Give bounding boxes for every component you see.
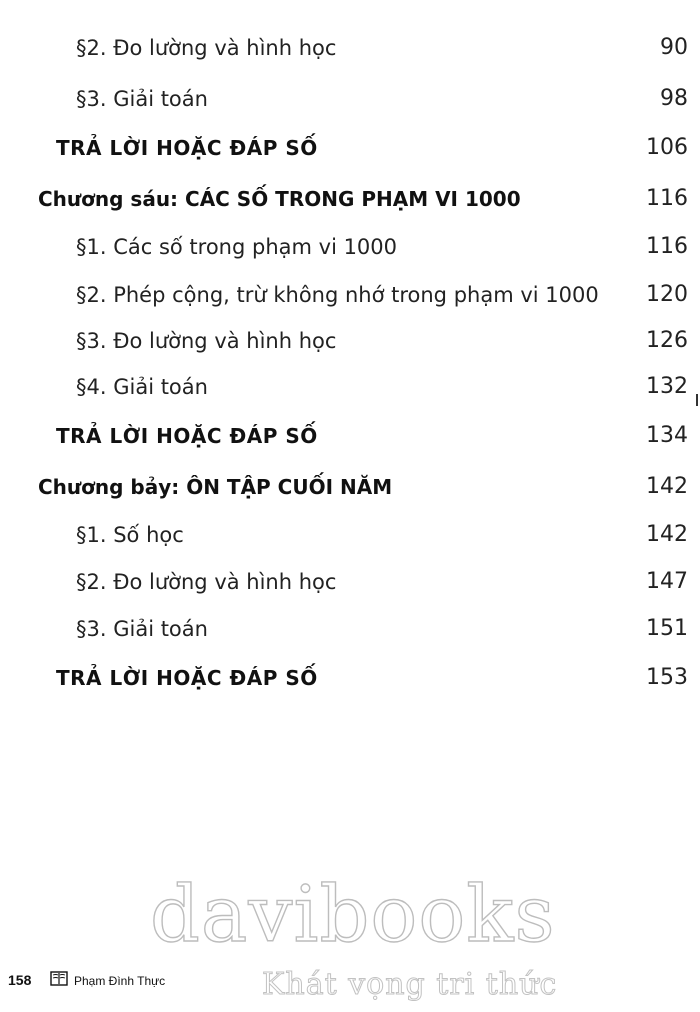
watermark-slogan: Khát vọng tri thức [262, 967, 558, 1002]
toc-entry-title: §3. Giải toán [76, 87, 208, 111]
toc-row [0, 564, 700, 600]
toc-row [0, 469, 700, 505]
toc-entry-title: TRẢ LỜI HOẶC ĐÁP SỐ [56, 424, 318, 448]
toc-entry-page: 98 [660, 86, 688, 111]
toc-entry-title: §2. Đo lường và hình học [76, 36, 337, 60]
toc-entry-page: 153 [646, 665, 688, 690]
watermark-brand: davibooks [150, 870, 556, 960]
toc-entry-title: §4. Giải toán [76, 375, 208, 399]
toc-row [0, 517, 700, 553]
toc-entry-title: §1. Số học [76, 523, 184, 547]
toc-row [0, 81, 700, 117]
toc-entry-page: 142 [646, 522, 688, 547]
toc-entry-title: Chương sáu: CÁC SỐ TRONG PHẠM VI 1000 [38, 187, 521, 211]
toc-row [0, 611, 700, 647]
toc-row [0, 229, 700, 265]
toc-entry-page: 132 [646, 374, 688, 399]
toc-entry-page: 90 [660, 35, 688, 60]
toc-entry-page: 106 [646, 135, 688, 160]
toc-row [0, 277, 700, 313]
author-name: Phạm Đình Thực [74, 974, 166, 988]
toc-row [0, 418, 700, 454]
page-footer [0, 870, 700, 1012]
toc-row [0, 30, 700, 66]
toc-row [0, 181, 700, 217]
toc-entry-title: Chương bảy: ÔN TẬP CUỐI NĂM [38, 475, 393, 499]
toc-entry-page: 147 [646, 569, 688, 594]
toc-entry-page: 151 [646, 616, 688, 641]
toc-entry-page: 116 [646, 186, 688, 211]
page-number: 158 [8, 972, 32, 988]
toc-row [0, 660, 700, 696]
toc-entry-title: §3. Đo lường và hình học [76, 329, 337, 353]
toc-entry-title: TRẢ LỜI HOẶC ĐÁP SỐ [56, 666, 318, 690]
toc-entry-page: 126 [646, 328, 688, 353]
toc-entry-page: 116 [646, 234, 688, 259]
page-edge-mark [696, 394, 698, 406]
toc-entry-title: §2. Đo lường và hình học [76, 570, 337, 594]
toc-entry-title: §1. Các số trong phạm vi 1000 [76, 235, 398, 259]
toc-entry-title: §3. Giải toán [76, 617, 208, 641]
toc-entry-page: 142 [646, 474, 688, 499]
toc-row [0, 369, 700, 405]
toc-entry-page: 120 [646, 282, 688, 307]
toc-entry-title: §2. Phép cộng, trừ không nhớ trong phạm vi 1000 [76, 283, 599, 307]
book-icon [50, 971, 68, 987]
toc-entry-title: TRẢ LỜI HOẶC ĐÁP SỐ [56, 136, 318, 160]
toc-row [0, 130, 700, 166]
toc-row [0, 323, 700, 359]
toc-entry-page: 134 [646, 423, 688, 448]
